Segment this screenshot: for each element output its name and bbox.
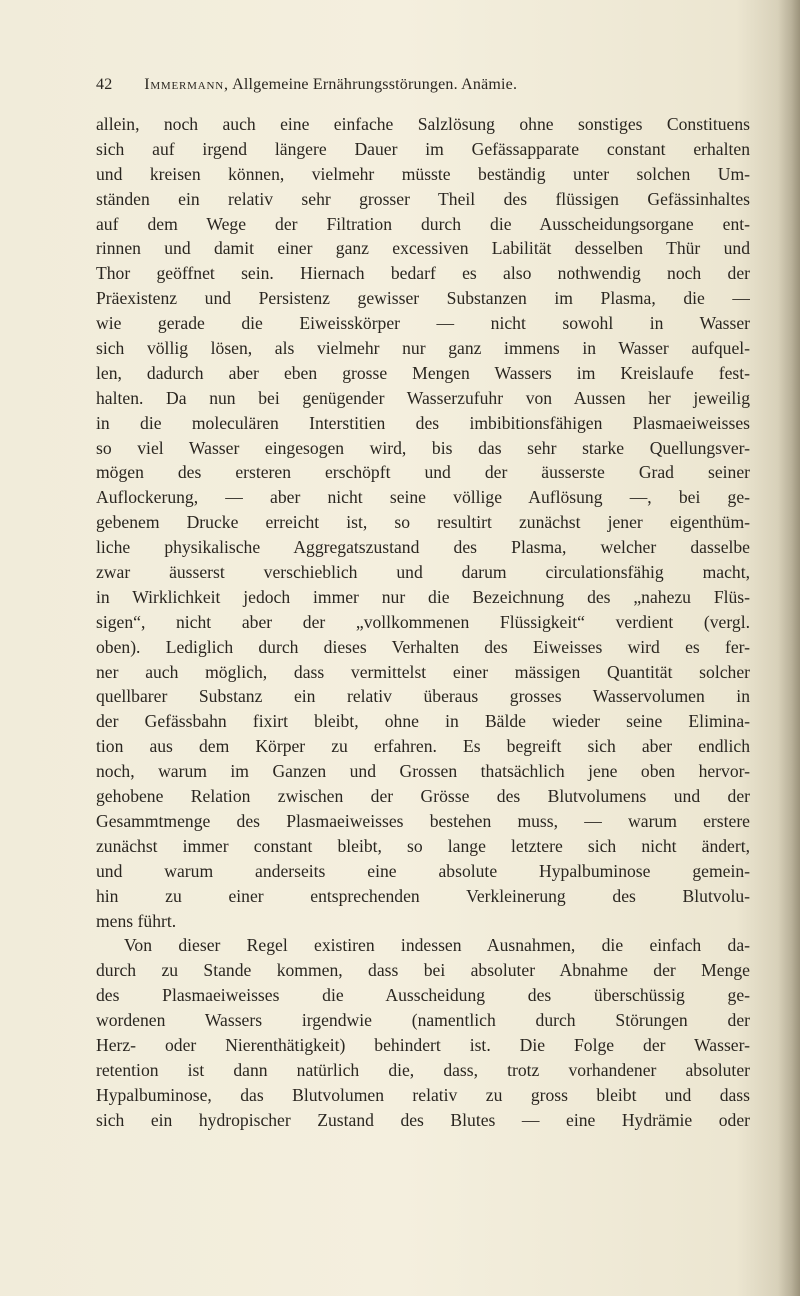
header-title: Allgemeine Ernährungsstörungen. Anämie. xyxy=(232,76,518,93)
text-line: Präexistenz und Persistenz gewisser Substanzen im Plasma, die — xyxy=(96,288,750,309)
text-line: durch zu Stande kommen, dass bei absoluter Abnahme der Menge xyxy=(96,960,750,981)
paragraph-end-line: mens führt. xyxy=(96,910,177,931)
text-line: allein, noch auch eine einfache Salzlösung ohne sonstiges Constituens xyxy=(96,114,750,134)
text-line: sigen“, nicht aber der „vollkommenen Flüssigkeit“ verdient (vergl. xyxy=(96,611,750,632)
text-line: Gesammtmenge des Plasmaeiweisses bestehen muss, — warum erstere xyxy=(96,810,750,831)
text-line: auf dem Wege der Filtration durch die Ausscheidungsorgane ent- xyxy=(96,213,750,234)
text-line: rinnen und damit einer ganz excessiven Labilität desselben Thür und xyxy=(96,238,750,259)
text-line: so viel Wasser eingesogen wird, bis das sehr starke Quellungsver- xyxy=(96,437,750,458)
text-line: mögen des ersteren erschöpft und der äusserste Grad seiner xyxy=(96,462,750,483)
text-line: liche physikalische Aggregatszustand des Plasma, welcher dasselbe xyxy=(96,537,750,558)
page-edge-shadow xyxy=(778,0,800,1296)
text-line: ständen ein relativ sehr grosser Theil des flüssigen Gefässinhaltes xyxy=(96,188,750,209)
text-line: oben). Lediglich durch dieses Verhalten des Eiweisses wird es fer- xyxy=(96,636,750,657)
text-line: ner auch möglich, dass vermittelst einer mässigen Quantität solcher xyxy=(96,661,750,682)
text-line: in Wirklichkeit jedoch immer nur die Bezeichnung des „nahezu Flüs- xyxy=(96,586,750,607)
header-author: Immermann, xyxy=(144,76,229,93)
text-line: in die moleculären Interstitien des imbibitionsfähigen Plasmaeiweisses xyxy=(96,412,750,433)
text-line: wie gerade die Eiweisskörper — nicht sowohl in Wasser xyxy=(96,313,750,334)
text-line: sich auf irgend längere Dauer im Gefässapparate constant erhalten xyxy=(96,138,750,159)
text-line: retention ist dann natürlich die, dass, trotz vorhandener absoluter xyxy=(96,1059,750,1080)
paragraph-start-line: Von dieser Regel existiren indessen Ausnahmen, die einfach da- xyxy=(124,935,750,956)
text-line: Herz- oder Nierenthätigkeit) behindert ist. Die Folge der Wasser- xyxy=(96,1034,750,1055)
text-line: zwar äusserst verschieblich und darum circulationsfähig macht, xyxy=(96,562,750,583)
text-line: gebenem Drucke erreicht ist, so resultirt zunächst jener eigenthüm- xyxy=(96,512,750,533)
text-line: und kreisen können, vielmehr müsste beständig unter solchen Um- xyxy=(96,163,750,184)
text-line: quellbarer Substanz ein relativ überaus grosses Wasservolumen in xyxy=(96,686,750,707)
text-line: wordenen Wassers irgendwie (namentlich durch Störungen der xyxy=(96,1010,750,1031)
body-text xyxy=(96,112,750,1133)
text-line: des Plasmaeiweisses die Ausscheidung des überschüssig ge- xyxy=(96,985,750,1006)
text-line: Thor geöffnet sein. Hiernach bedarf es also nothwendig noch der xyxy=(96,263,750,284)
text-line: Auflockerung, — aber nicht seine völlige Auflösung —, bei ge- xyxy=(96,487,750,508)
text-line: sich ein hydropischer Zustand des Blutes — eine Hydrämie oder xyxy=(96,1109,750,1130)
text-line: len, dadurch aber eben grosse Mengen Wassers im Kreislaufe fest- xyxy=(96,362,750,383)
text-line: halten. Da nun bei genügender Wasserzufuhr von Aussen her jeweilig xyxy=(96,387,750,408)
text-line: Hypalbuminose, das Blutvolumen relativ zu gross bleibt und dass xyxy=(96,1084,750,1105)
text-line: der Gefässbahn fixirt bleibt, ohne in Bälde wieder seine Elimina- xyxy=(96,711,750,732)
text-line: tion aus dem Körper zu erfahren. Es begreift sich aber endlich xyxy=(96,736,750,757)
text-line: zunächst immer constant bleibt, so lange letztere sich nicht ändert, xyxy=(96,835,750,856)
text-line: hin zu einer entsprechenden Verkleinerung des Blutvolu- xyxy=(96,885,750,906)
page-number: 42 xyxy=(96,76,113,93)
text-line: und warum anderseits eine absolute Hypalbuminose gemein- xyxy=(96,860,750,881)
running-header xyxy=(96,76,726,94)
text-line: gehobene Relation zwischen der Grösse des Blutvolumens und der xyxy=(96,786,750,807)
text-line: sich völlig lösen, als vielmehr nur ganz immens in Wasser aufquel- xyxy=(96,338,750,359)
text-line: noch, warum im Ganzen und Grossen thatsächlich jene oben hervor- xyxy=(96,761,750,782)
